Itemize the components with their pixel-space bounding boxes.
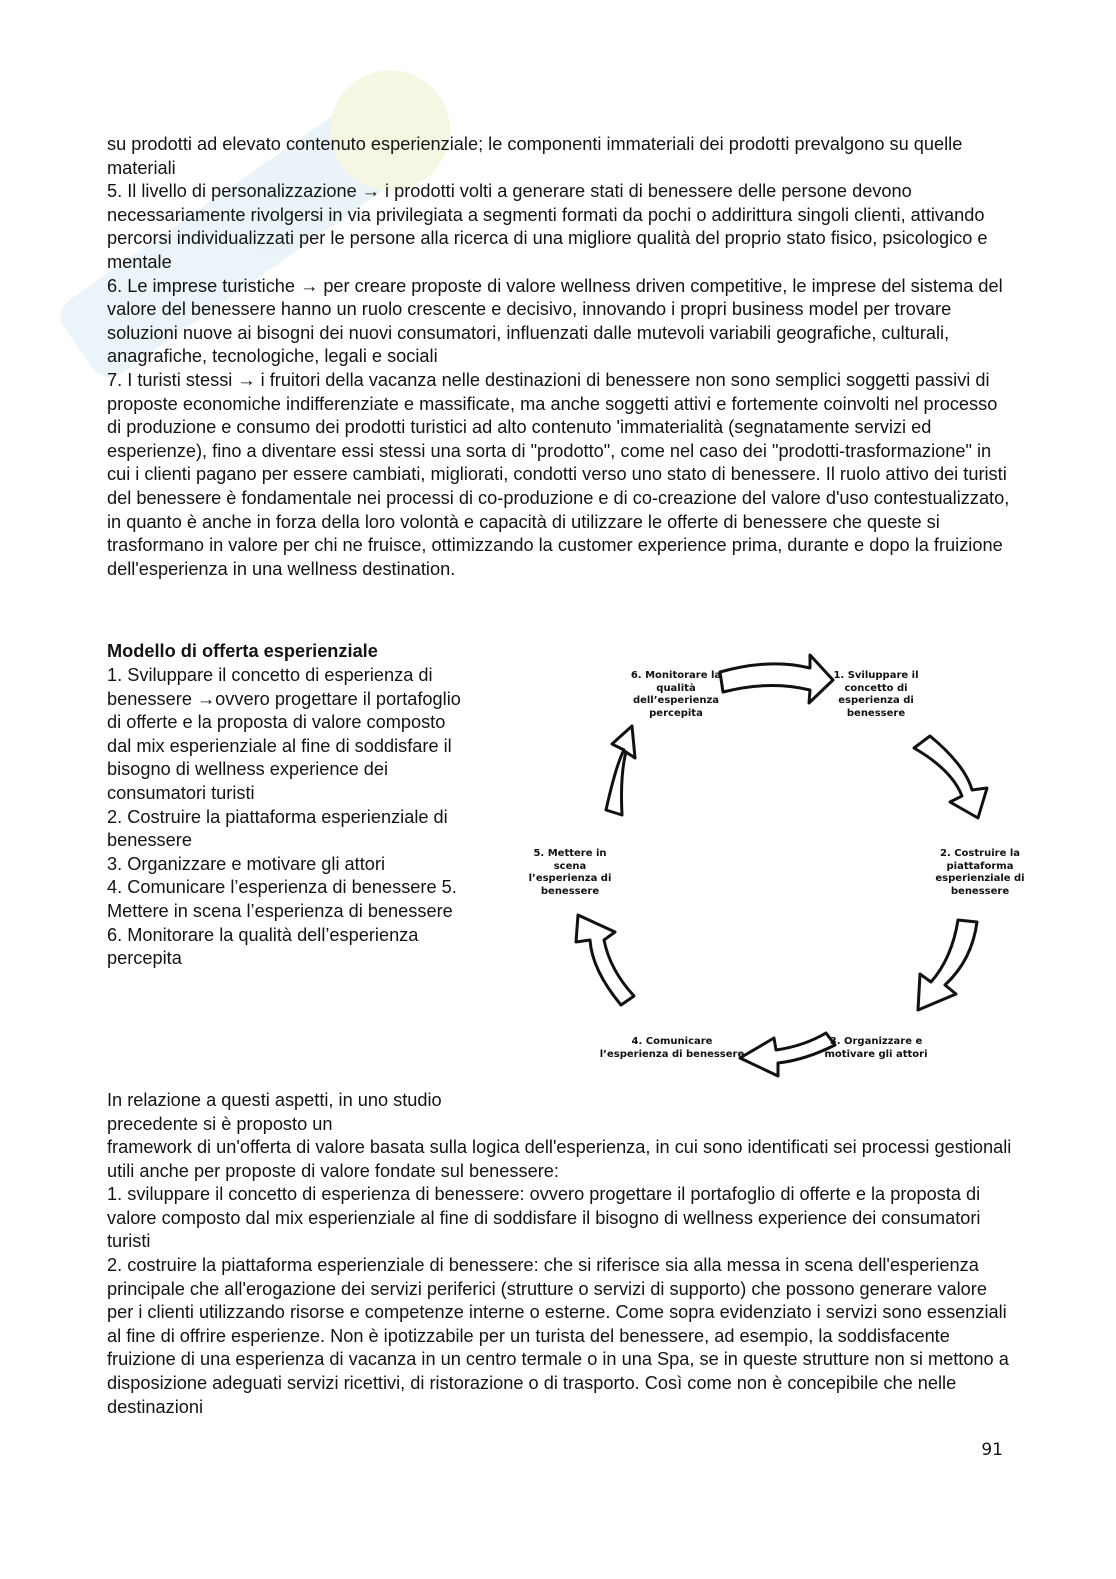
list-item: 3. Organizzare e motivare gli attori [107,853,385,874]
paragraph: 5. Il livello di personalizzazione → i prodotti volti a generare stati di benessere delle persone devono necessariamente rivolgersi in via privilegiata a segmenti formati da pochi o addirittura singoli clienti, attivando percorsi individualizzati per le persone alla ricerca di una migliore qualità del proprio stato fisico, psicologico e mentale [107,181,988,272]
top-body-text [107,133,1012,581]
experiential-offer-cycle-diagram [520,640,1040,1100]
paragraph: 6. Le imprese turistiche → per creare proposte di valore wellness driven competitive, le imprese del sistema del valore del benessere hanno un ruolo crescente e decisivo, innovando i propri business model per trovare soluzioni nuove ai bisogni dei nuovi consumatori, influenzati dalle mutevoli variabili geografiche, culturali, anagrafiche, tecnologiche, legali e sociali [107,275,1003,367]
page-number: 91 [981,1440,1003,1460]
diagram-label-5: 5. Mettere in scena l’esperienza di benessere [528,848,612,897]
intro-text [107,1089,447,1136]
list-item: 2. Costruire la piattaforma esperienziale di benessere [107,806,448,851]
bottom-body-text [107,1136,1012,1419]
diagram-label-6: 6. Monitorare la qualità dell’esperienza percepita [630,670,722,719]
diagram-label-2: 2. Costruire la piattaforma esperienziale di benessere [935,848,1025,897]
list-item: 1. Sviluppare il concetto di esperienza di benessere →ovvero progettare il portafoglio di offerte e la proposta di valore composto dal mix esperienziale al fine di soddisfare il bisogno di wellness experience dei consumatori turisti [107,665,461,803]
paragraph: In relazione a questi aspetti, in uno studio precedente si è proposto un [107,1090,442,1134]
model-list [107,664,467,971]
arrow-2-to-3 [918,920,977,1010]
arrow-5-to-6 [606,726,635,815]
arrow-4-to-5 [576,915,634,1005]
paragraph: su prodotti ad elevato contenuto esperienziale; le componenti immateriali dei prodotti prevalgono su quelle materiali [107,134,963,178]
diagram-label-4: 4. Comunicare l’esperienza di benessere [599,1036,745,1060]
paragraph: 2. costruire la piattaforma esperienziale di benessere: che si riferisce sia alla messa in scena dell'esperienza principale che all'erogazione dei servizi periferici (strutture o servizi di supporto) che possono generare valore per i clienti utilizzando risorse e competenze interne o esterne. Come sopra evidenziato i servizi sono essenziali al fine di offrire esperienze. Non è ipotizzabile per un turista del benessere, ad esempio, la soddisfacente fruizione di una esperienza di vacanza in un centro termale o in una Spa, se in queste strutture non si mettono a disposizione adeguati servizi ricettivi, di ristorazione o di trasporto. Così come non è concepibile che nelle destinazioni [107,1254,1009,1417]
paragraph: 1. sviluppare il concetto di esperienza di benessere: ovvero progettare il portafoglio di offerte e la proposta di valore composto dal mix esperienziale al fine di soddisfare il bisogno di wellness experience dei consumatori turisti [107,1184,981,1252]
paragraph: 7. I turisti stessi → i fruitori della vacanza nelle destinazioni di benessere non sono semplici soggetti passivi di proposte economiche indifferenziate e massificate, ma anche soggetti attivi e fortemente coinvolti nel processo di produzione e consumo dei prodotti turistici ad alto contenuto 'immaterialità (segnatamente servizi ed esperienze), fino a diventare essi stessi una sorta di "prodotto", come nel caso dei "prodotti-trasformazione" in cui i clienti pagano per essere cambiati, migliorati, condotti verso uno stato di benessere. Il ruolo attivo dei turisti del benessere è fondamentale nei processi di co-produzione e di co-creazione del valore d'uso contestualizzato, in quanto è anche in forza della loro volontà e capacità di utilizzare le offerte di benessere che queste si trasformano in valore per chi ne fruisce, ottimizzando la customer experience prima, durante e dopo la fruizione dell'esperienza in una wellness destination. [107,369,1010,579]
arrow-1-to-2 [914,736,987,818]
list-item: 6. Monitorare la qualità dell’esperienza percepita [107,924,419,969]
diagram-label-1: 1. Sviluppare il concetto di esperienza di benessere [833,670,919,719]
section-heading: Modello di offerta esperienziale [107,641,378,661]
diagram-label-3: 3. Organizzare e motivare gli attori [824,1036,928,1060]
list-item: 4. Comunicare l’esperienza di benessere 5. Mettere in scena l’esperienza di benessere [107,877,457,921]
paragraph: framework di un'offerta di valore basata sulla logica dell'esperienza, in cui sono identificati sei processi gestionali utili anche per proposte di valore fondate sul benessere: [107,1137,1012,1181]
